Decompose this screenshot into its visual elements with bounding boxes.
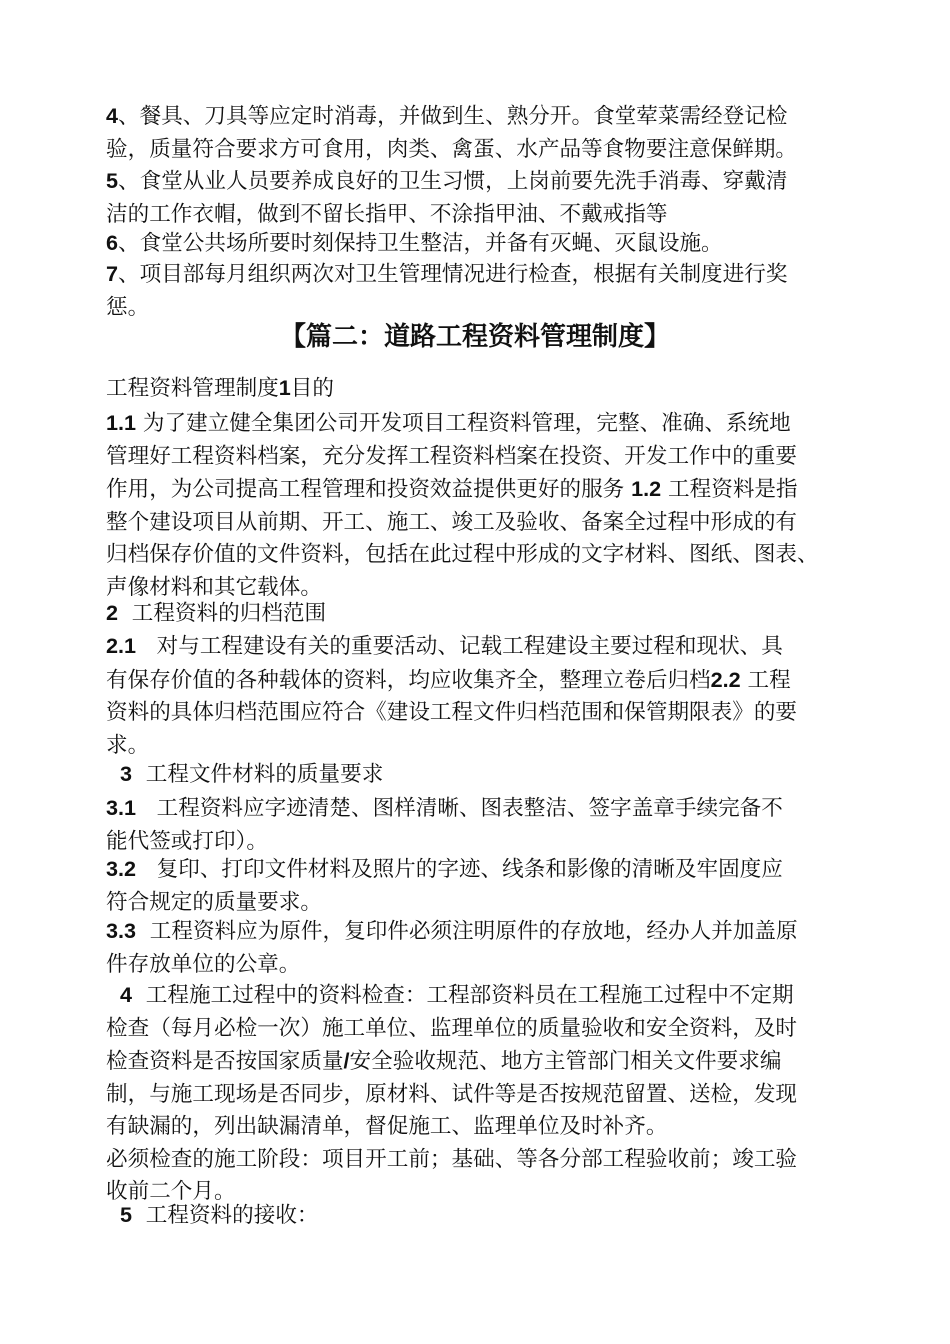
paragraph-1-1	[106, 407, 866, 604]
section-number: 2	[106, 600, 119, 625]
heading-text: 工程资料管理制度	[106, 376, 279, 401]
section-5-heading	[106, 1199, 880, 1233]
paragraph-3-2	[106, 853, 866, 919]
item-number: 4	[106, 103, 119, 128]
paragraph-line: 对与工程建设有关的重要活动、记载工程建设主要过程和现状、具	[156, 634, 783, 659]
item-text: 验，质量符合要求方可食用，肉类、禽蛋、水产品等食物要注意保鲜期。	[106, 136, 798, 162]
paragraph-line: 工程资料是指	[668, 477, 798, 502]
heading-text: 工程文件材料的质量要求	[145, 762, 384, 787]
clause-number: 1.2	[631, 476, 662, 501]
item-text: 惩。	[106, 294, 150, 320]
item-number: 7	[106, 261, 119, 286]
slash-symbol: /	[343, 1048, 350, 1073]
paragraph-line: 有保存价值的各种载体的资料，均应收集齐全，整理立卷后归档	[106, 667, 711, 693]
paragraph-line: 为了建立健全集团公司开发项目工程资料管理，完整、准确、系统地	[142, 411, 791, 436]
paragraph-line: 工程资料应字迹清楚、图样清晰、图表整洁、签字盖章手续完备不	[156, 796, 783, 821]
section-number: 1	[278, 375, 291, 400]
section-number: 5	[120, 1202, 133, 1227]
paragraph-line: 管理好工程资料档案，充分发挥工程资料档案在投资、开发工作中的重要	[106, 443, 798, 469]
paragraph-line: 件存放单位的公章。	[106, 951, 301, 977]
paragraph-line: 安全验收规范、地方主管部门相关文件要求编	[349, 1049, 782, 1074]
paragraph-line: 工程	[747, 667, 791, 693]
paragraph-line: 工程施工过程中的资料检查：工程部资料员在工程施工过程中不定期	[145, 983, 794, 1008]
paragraph-line: 归档保存价值的文件资料，包括在此过程中形成的文字材料、图纸、图表、	[106, 542, 819, 567]
paragraph-line: 复印、打印文件材料及照片的字迹、线条和影像的清晰及牢固度应	[156, 857, 783, 882]
section-2-heading	[106, 597, 866, 631]
section-number: 4	[120, 982, 133, 1007]
paragraph-line: 作用，为公司提高工程管理和投资效益提供更好的服务	[106, 477, 625, 502]
clause-number: 1.1	[106, 410, 137, 435]
clause-number: 3.3	[106, 918, 137, 943]
paragraph-line: 检查资料是否按国家质量	[106, 1049, 344, 1074]
intro-item-5	[106, 165, 866, 231]
paragraph-3-3	[106, 915, 866, 981]
section-number: 3	[120, 761, 133, 786]
paragraph-line: 求。	[106, 732, 150, 758]
heading-text: 目的	[290, 376, 334, 401]
item-text: 、餐具、刀具等应定时消毒，并做到生、熟分开。食堂荤菜需经登记检	[118, 104, 788, 129]
paragraph-line: 符合规定的质量要求。	[106, 889, 322, 915]
clause-number: 2.2	[710, 666, 741, 692]
paragraph-line: 有缺漏的，列出缺漏清单，督促施工、监理单位及时补齐。	[106, 1114, 668, 1139]
section-4	[106, 979, 866, 1209]
section-heading: 【篇二：道路工程资料管理制度】	[279, 322, 670, 352]
paragraph-line: 资料的具体归档范围应符合《建设工程文件归档范围和保管期限表》的要	[106, 700, 798, 725]
paragraph-line: 收前二个月。	[106, 1179, 236, 1204]
intro-item-6	[106, 227, 866, 261]
item-text: 、项目部每月组织两次对卫生管理情况进行检查，根据有关制度进行奖	[118, 262, 788, 287]
clause-number: 2.1	[106, 633, 137, 658]
paragraph-line: 必须检查的施工阶段：项目开工前；基础、等各分部工程验收前；竣工验	[106, 1146, 798, 1172]
paragraph-line: 声像材料和其它载体。	[106, 574, 322, 600]
paragraph-2-1	[106, 630, 866, 762]
paragraph-line: 检查（每月必检一次）施工单位、监理单位的质量验收和安全资料，及时	[106, 1015, 798, 1041]
heading-text: 工程资料的接收：	[145, 1203, 319, 1228]
intro-item-7	[106, 258, 866, 324]
clause-number: 3.2	[106, 856, 137, 881]
intro-item-4	[106, 100, 866, 166]
item-text: 、食堂从业人员要养成良好的卫生习惯，上岗前要先洗手消毒、穿戴清	[118, 169, 788, 194]
heading-text: 工程资料的归档范围	[131, 601, 327, 626]
section-1-heading	[106, 372, 866, 406]
item-text: 洁的工作衣帽，做到不留长指甲、不涂指甲油、不戴戒指等	[106, 201, 668, 227]
paragraph-3-1	[106, 792, 866, 858]
item-number: 5	[106, 168, 119, 193]
paragraph-line: 制，与施工现场是否同步，原材料、试件等是否按规范留置、送检，发现	[106, 1081, 798, 1107]
clause-number: 3.1	[106, 795, 137, 820]
paragraph-line: 能代签或打印）。	[106, 828, 268, 854]
item-text: 、食堂公共场所要时刻保持卫生整洁，并备有灭蝇、灭鼠设施。	[118, 231, 723, 256]
paragraph-line: 工程资料应为原件，复印件必须注明原件的存放地，经办人并加盖原	[149, 919, 798, 944]
section-3-heading	[106, 758, 880, 792]
paragraph-line: 整个建设项目从前期、开工、施工、竣工及验收、备案全过程中形成的有	[106, 509, 798, 535]
item-number: 6	[106, 230, 119, 255]
